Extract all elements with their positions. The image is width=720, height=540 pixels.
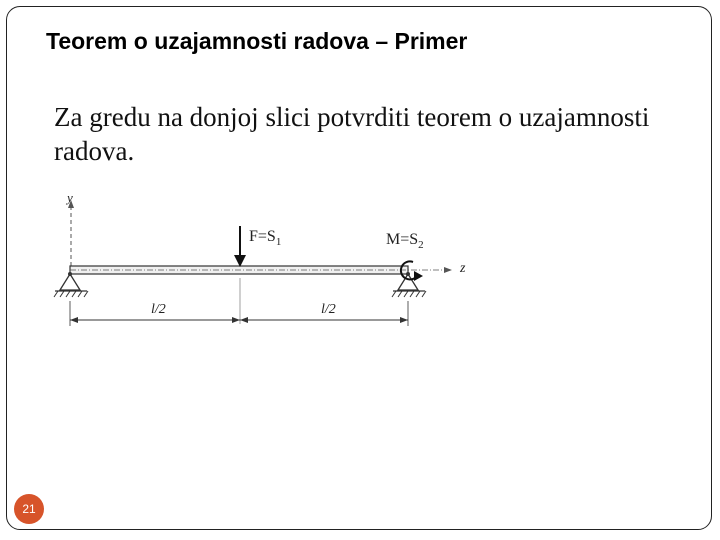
force-arrow-head [234,255,246,267]
left-pin-support [54,272,88,297]
dim-arrow [232,317,240,323]
force-label: $F=S_1$ [249,228,282,248]
dim-arrow [70,317,78,323]
page-number-badge: 21 [14,494,44,524]
dim-arrow [400,317,408,323]
beam-diagram [50,186,490,336]
moment-label: $M=S_2$ [386,231,424,251]
y-axis-label: y [67,190,73,205]
dim-label-left: l/2 [151,302,166,317]
dim-arrow [240,317,248,323]
z-axis-arrow [444,267,452,273]
slide-title: Teorem o uzajamnosti radova – Primer [46,28,468,54]
z-axis-label: z [460,261,466,276]
moment-arrow-head [414,271,423,281]
slide-body-text: Za gredu na donjoj slici potvrditi teorem o uzajamnosti radova. [54,102,650,166]
dim-label-right: l/2 [321,302,336,317]
